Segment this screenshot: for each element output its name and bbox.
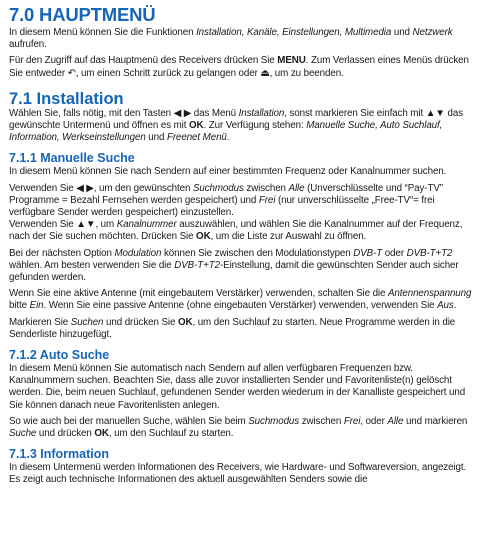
italic-run: Suchen xyxy=(70,316,104,328)
section-7-1-3-heading: 7.1.3 Information xyxy=(9,447,110,462)
italic-run: Frei xyxy=(258,194,276,206)
exit-icon: ⏏ xyxy=(260,67,270,79)
italic-run: DVB-T+T2 xyxy=(174,259,220,271)
italic-run: Freenet Menü xyxy=(166,132,227,144)
text-run: aufrufen. xyxy=(9,39,47,51)
italic-run: Suche xyxy=(9,428,37,440)
text-run: auszuwählen, und wählen Sie die Kanalnummer auf der Frequenz, nach der Sie suchen möchten. Drücken Sie xyxy=(9,219,463,243)
text-run: und drücken Sie xyxy=(103,316,178,328)
italic-run: DVB-T+T2 xyxy=(406,247,453,259)
italic-run: Modulation xyxy=(114,247,162,259)
section-7-1-1-channel xyxy=(9,219,478,243)
text-run: das gewünschte Untermenü und öffnen es mit xyxy=(9,107,464,132)
text-run: Verwenden Sie xyxy=(9,182,77,194)
text-run: wählen. Am besten verwenden Sie die xyxy=(9,259,175,271)
section-7-1-2-heading: 7.1.2 Auto Suche xyxy=(9,348,110,363)
text-run: Wählen Sie, falls nötig, mit den Tasten xyxy=(9,107,174,119)
text-run: und xyxy=(145,132,167,144)
left-right-arrows-icon: ◀ ▶ xyxy=(76,182,94,194)
section-7-1-1-searchmode xyxy=(9,183,478,220)
text-run: , um zu beenden. xyxy=(269,67,344,79)
text-run: können Sie zwischen den Modulationstypen xyxy=(161,247,354,259)
italic-run: Ein xyxy=(29,300,44,312)
italic-run: Antennenspannung xyxy=(387,288,472,300)
italic-run: Alle xyxy=(387,415,404,427)
section-7-1-1-heading: 7.1.1 Manuelle Suche xyxy=(9,151,135,166)
text-run: (Unverschlüsselte und “Pay-TV” Programme = Bezahl Fernsehen werden gespeichert) und xyxy=(9,182,443,206)
bold-run: OK xyxy=(177,316,193,328)
text-run: , um xyxy=(95,219,117,231)
text-run: , um einen Schritt zurück zu gelangen oder xyxy=(75,67,261,79)
text-run: , um den Suchlauf zu starten. xyxy=(108,428,234,440)
text-run: zwischen xyxy=(243,182,289,194)
text-run: zwischen xyxy=(299,415,344,427)
text-run: Für den Zugriff auf das Hauptmenü des Receivers drücken Sie xyxy=(9,55,278,67)
italic-run: Suchmodus xyxy=(248,415,300,427)
left-right-arrows-icon: ◀ ▶ xyxy=(173,107,192,119)
text-run: So wie auch bei der manuellen Suche, wählen Sie beim xyxy=(9,415,249,427)
section-7-1-3-intro: In diesem Untermenü werden Informationen des Receivers, wie Hardware- und Softwareversion, angezeigt. Es zeigt auch technische Informationen des aktuell ausgewählten Senders sowie die xyxy=(9,462,467,486)
section-7-1-heading: 7.1 Installation xyxy=(9,89,124,108)
italic-run: Suchmodus xyxy=(192,182,244,194)
text-run: In diesem Menü können Sie die Funktionen xyxy=(9,27,197,38)
section-7-0-access xyxy=(9,55,478,79)
section-7-1-2-intro: In diesem Menü können Sie automatisch nach Sendern auf allen verfügbaren Frequenzen bzw. Kanalnummern suchen. Beachten Sie, dass alle zuvor installierten Sender und Favoritenliste(n) gelöscht werden. Die, beim neuen Suchlauf, gefundenen Sender werden wiederum in der Kanalliste gespeichert und Sie können danach neue Favoritenlisten anlegen. xyxy=(9,363,466,411)
bold-run: OK xyxy=(94,428,109,440)
italic-run: Aus xyxy=(437,300,454,312)
text-run: Markieren Sie xyxy=(9,316,71,328)
text-run: und xyxy=(391,27,413,38)
text-run: . Zum Verlassen eines Menüs drücken Sie entweder xyxy=(9,55,469,79)
bold-run: MENU xyxy=(277,55,306,67)
section-7-0-heading: 7.0 HAUPTMENÜ xyxy=(9,4,156,25)
text-run: -Einstellung, damit die gewünschten Sender auch sicher gefunden werden. xyxy=(9,259,459,284)
text-run: Bei der nächsten Option xyxy=(9,247,115,259)
text-run: . Zur Verfügung stehen: xyxy=(203,120,307,132)
section-7-1-1-start xyxy=(9,317,478,341)
italic-run: Frei xyxy=(343,415,361,427)
italic-run: DVB-T xyxy=(353,247,383,259)
italic-run: Installation, Kanäle, Einstellungen, Multimedia xyxy=(196,27,392,38)
text-run: und drücken xyxy=(36,428,95,440)
italic-run: Installation xyxy=(238,107,285,119)
section-7-1-1-antenna xyxy=(9,288,478,312)
section-7-1-2-searchmode xyxy=(9,416,478,440)
text-run: , oder xyxy=(360,415,388,427)
text-run: , um den gewünschten xyxy=(93,182,193,194)
text-run: , sonst markieren Sie einfach mit xyxy=(284,107,426,119)
section-7-1-text xyxy=(9,108,478,145)
italic-run: Alle xyxy=(288,182,305,194)
text-run: , um die Liste zur Auswahl zu öffnen. xyxy=(210,231,367,243)
text-run: und markieren xyxy=(403,415,468,427)
text-run: Verwenden Sie xyxy=(9,219,77,231)
italic-run: Manuelle Suche, Auto Suchlauf, Information, Werkseinstellungen xyxy=(9,120,443,144)
italic-run: Kanalnummer xyxy=(116,219,177,231)
text-run: Wenn Sie eine aktive Antenne (mit eingebautem Verstärker) verwenden, schalten Sie die xyxy=(9,288,388,300)
text-run: . xyxy=(226,132,230,144)
bold-run: OK xyxy=(196,231,211,243)
section-7-1-1-modulation xyxy=(9,248,478,285)
text-run: bitte xyxy=(9,300,30,312)
italic-run: Netzwerk xyxy=(412,27,453,38)
text-run: . xyxy=(453,300,457,312)
section-7-1-1-intro: In diesem Menü können Sie nach Sendern auf einer bestimmten Frequenz oder Kanalnummer suchen. xyxy=(9,166,447,178)
back-icon: ↶ xyxy=(67,67,76,79)
bold-run: OK xyxy=(189,120,204,132)
up-down-arrows-icon: ▲▼ xyxy=(76,219,96,231)
text-run: . Wenn Sie eine passive Antenne (ohne eingebauten Verstärker) verwenden, verwenden Sie xyxy=(43,300,438,312)
text-run: , um den Suchlauf zu starten. Neue Programme werden in die Senderliste hinzugefügt. xyxy=(9,316,456,340)
text-run: das Menü xyxy=(191,107,239,119)
section-7-0-intro xyxy=(9,27,478,51)
text-run: oder xyxy=(382,247,407,259)
up-down-arrows-icon: ▲▼ xyxy=(425,107,445,119)
text-run: (nur unverschlüsselte „Free-TV“= frei verfügbare Sender werden gespeichert) einzustellen. xyxy=(9,194,435,219)
